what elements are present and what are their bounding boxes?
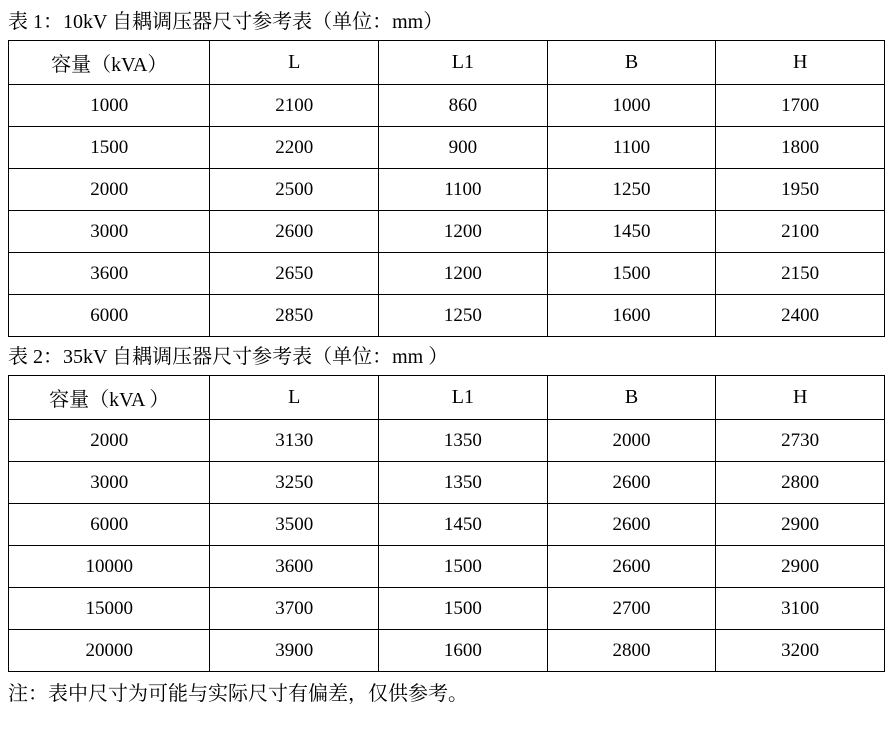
- table-cell: 2650: [210, 253, 379, 295]
- table-row: [9, 295, 885, 337]
- table-cell: 1350: [379, 462, 548, 504]
- table-row: [9, 504, 885, 546]
- table-cell: 2600: [210, 211, 379, 253]
- table-cell: 2800: [547, 630, 716, 672]
- table-cell: 3700: [210, 588, 379, 630]
- table-2: [8, 375, 885, 672]
- table-2-header-l1: L1: [379, 376, 548, 420]
- table-cell: 1200: [379, 253, 548, 295]
- table-cell: 6000: [9, 504, 210, 546]
- table-cell: 1800: [716, 127, 885, 169]
- table-cell: 1250: [547, 169, 716, 211]
- table-cell: 1500: [547, 253, 716, 295]
- table-cell: 3000: [9, 462, 210, 504]
- table-row: [9, 85, 885, 127]
- table-cell: 2800: [716, 462, 885, 504]
- table-2-header-l: L: [210, 376, 379, 420]
- table-cell: 3900: [210, 630, 379, 672]
- table-cell: 2900: [716, 546, 885, 588]
- table-row: [9, 211, 885, 253]
- table-cell: 2400: [716, 295, 885, 337]
- table-2-header-h: H: [716, 376, 885, 420]
- table-cell: 1200: [379, 211, 548, 253]
- table-cell: 20000: [9, 630, 210, 672]
- table-row: [9, 546, 885, 588]
- table-row: [9, 169, 885, 211]
- table-cell: 2500: [210, 169, 379, 211]
- table-header-row: [9, 41, 885, 85]
- table-cell: 3250: [210, 462, 379, 504]
- table-1-header-b: B: [547, 41, 716, 85]
- table-cell: 3000: [9, 211, 210, 253]
- table-cell: 1450: [379, 504, 548, 546]
- table-1-header-l1: L1: [379, 41, 548, 85]
- table-1-header-capacity: 容量（kVA）: [9, 41, 210, 85]
- table-cell: 3100: [716, 588, 885, 630]
- table-cell: 2600: [547, 504, 716, 546]
- table-cell: 6000: [9, 295, 210, 337]
- table-1-header-h: H: [716, 41, 885, 85]
- table-cell: 15000: [9, 588, 210, 630]
- table-cell: 1500: [9, 127, 210, 169]
- table-cell: 2730: [716, 420, 885, 462]
- table-cell: 1500: [379, 546, 548, 588]
- table-cell: 2000: [9, 420, 210, 462]
- table-cell: 3500: [210, 504, 379, 546]
- table-cell: 2000: [547, 420, 716, 462]
- table-cell: 1600: [547, 295, 716, 337]
- table-1-caption: 表 1：10kV 自耦调压器尺寸参考表（单位：mm）: [8, 11, 444, 33]
- table-cell: 1700: [716, 85, 885, 127]
- table-2-header-capacity: 容量（kVA ）: [9, 376, 210, 420]
- table-cell: 2900: [716, 504, 885, 546]
- table-cell: 2100: [210, 85, 379, 127]
- table-cell: 2100: [716, 211, 885, 253]
- table-cell: 1250: [379, 295, 548, 337]
- table-cell: 1100: [547, 127, 716, 169]
- table-cell: 1000: [547, 85, 716, 127]
- table-cell: 1450: [547, 211, 716, 253]
- table-cell: 1100: [379, 169, 548, 211]
- table-cell: 10000: [9, 546, 210, 588]
- table-cell: 3200: [716, 630, 885, 672]
- table-cell: 900: [379, 127, 548, 169]
- table-row: [9, 630, 885, 672]
- table-row: [9, 588, 885, 630]
- table-cell: 1950: [716, 169, 885, 211]
- table-cell: 2200: [210, 127, 379, 169]
- table-cell: 3130: [210, 420, 379, 462]
- table-2-caption: 表 2：35kV 自耦调压器尺寸参考表（单位：mm ）: [8, 346, 449, 368]
- table-cell: 1600: [379, 630, 548, 672]
- table-cell: 2850: [210, 295, 379, 337]
- table-cell: 2600: [547, 462, 716, 504]
- table-row: [9, 420, 885, 462]
- table-1-header-l: L: [210, 41, 379, 85]
- table-cell: 1500: [379, 588, 548, 630]
- table-1: [8, 40, 885, 337]
- table-2-header-b: B: [547, 376, 716, 420]
- table-row: [9, 462, 885, 504]
- table-cell: 1000: [9, 85, 210, 127]
- table-header-row: [9, 376, 885, 420]
- table-row: [9, 127, 885, 169]
- table-cell: 2000: [9, 169, 210, 211]
- table-cell: 3600: [9, 253, 210, 295]
- table-cell: 2150: [716, 253, 885, 295]
- table-cell: 2700: [547, 588, 716, 630]
- table-cell: 1350: [379, 420, 548, 462]
- table-row: [9, 253, 885, 295]
- table-cell: 3600: [210, 546, 379, 588]
- table-cell: 860: [379, 85, 548, 127]
- table-cell: 2600: [547, 546, 716, 588]
- footnote: 注：表中尺寸为可能与实际尺寸有偏差，仅供参考。: [8, 683, 468, 705]
